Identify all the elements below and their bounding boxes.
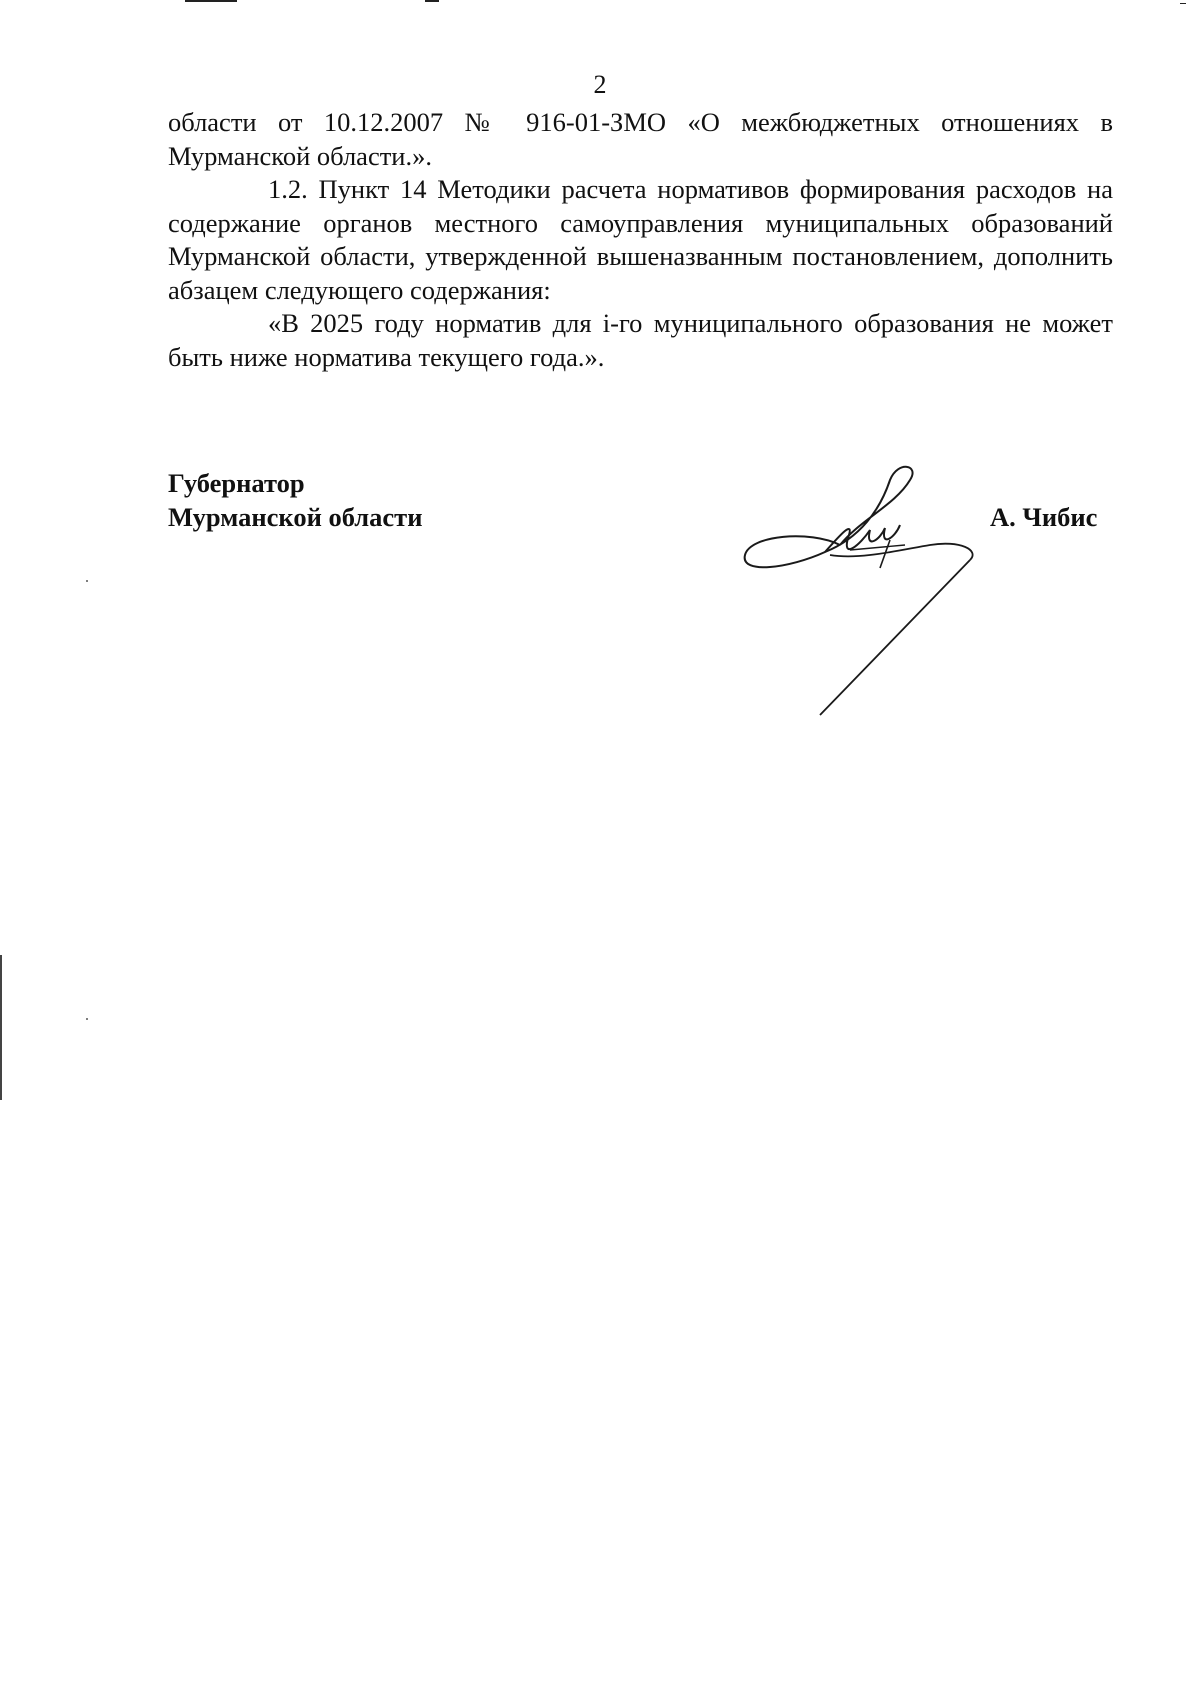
paragraph-quoted-addition: «В 2025 году норматив для i-го муниципального образования не может быть ниже норматива текущего года.».: [168, 308, 1113, 372]
signatory-title: [168, 466, 422, 534]
paragraph-continuation: области от 10.12.2007 № 916-01-ЗМО «О межбюджетных отношениях в Мурманской области.».: [168, 107, 1113, 171]
scan-artifact-top-left: [185, 0, 237, 2]
document-body: [168, 106, 1113, 374]
scan-artifact-top-right: [1180, 3, 1186, 4]
scan-dot-2: [86, 1018, 88, 1020]
handwritten-signature: [730, 450, 1000, 720]
paragraph-item-1-2: 1.2. Пункт 14 Методики расчета нормативов формирования расходов на содержание органов местного самоуправления муниципальных образований Мурманской области, утвержденной вышеназванным постановлением, дополнить абзацем следующего содержания:: [168, 174, 1113, 305]
scan-artifact-left-edge: [0, 955, 2, 1100]
scan-dot-1: [86, 580, 88, 582]
page-number: 2: [593, 70, 607, 99]
signatory-name: А. Чибис: [990, 502, 1098, 532]
signatory-title-line-1: Губернатор: [168, 468, 305, 498]
signatory-title-line-2: Мурманской области: [168, 502, 423, 532]
scan-artifact-top-center: [425, 0, 439, 2]
